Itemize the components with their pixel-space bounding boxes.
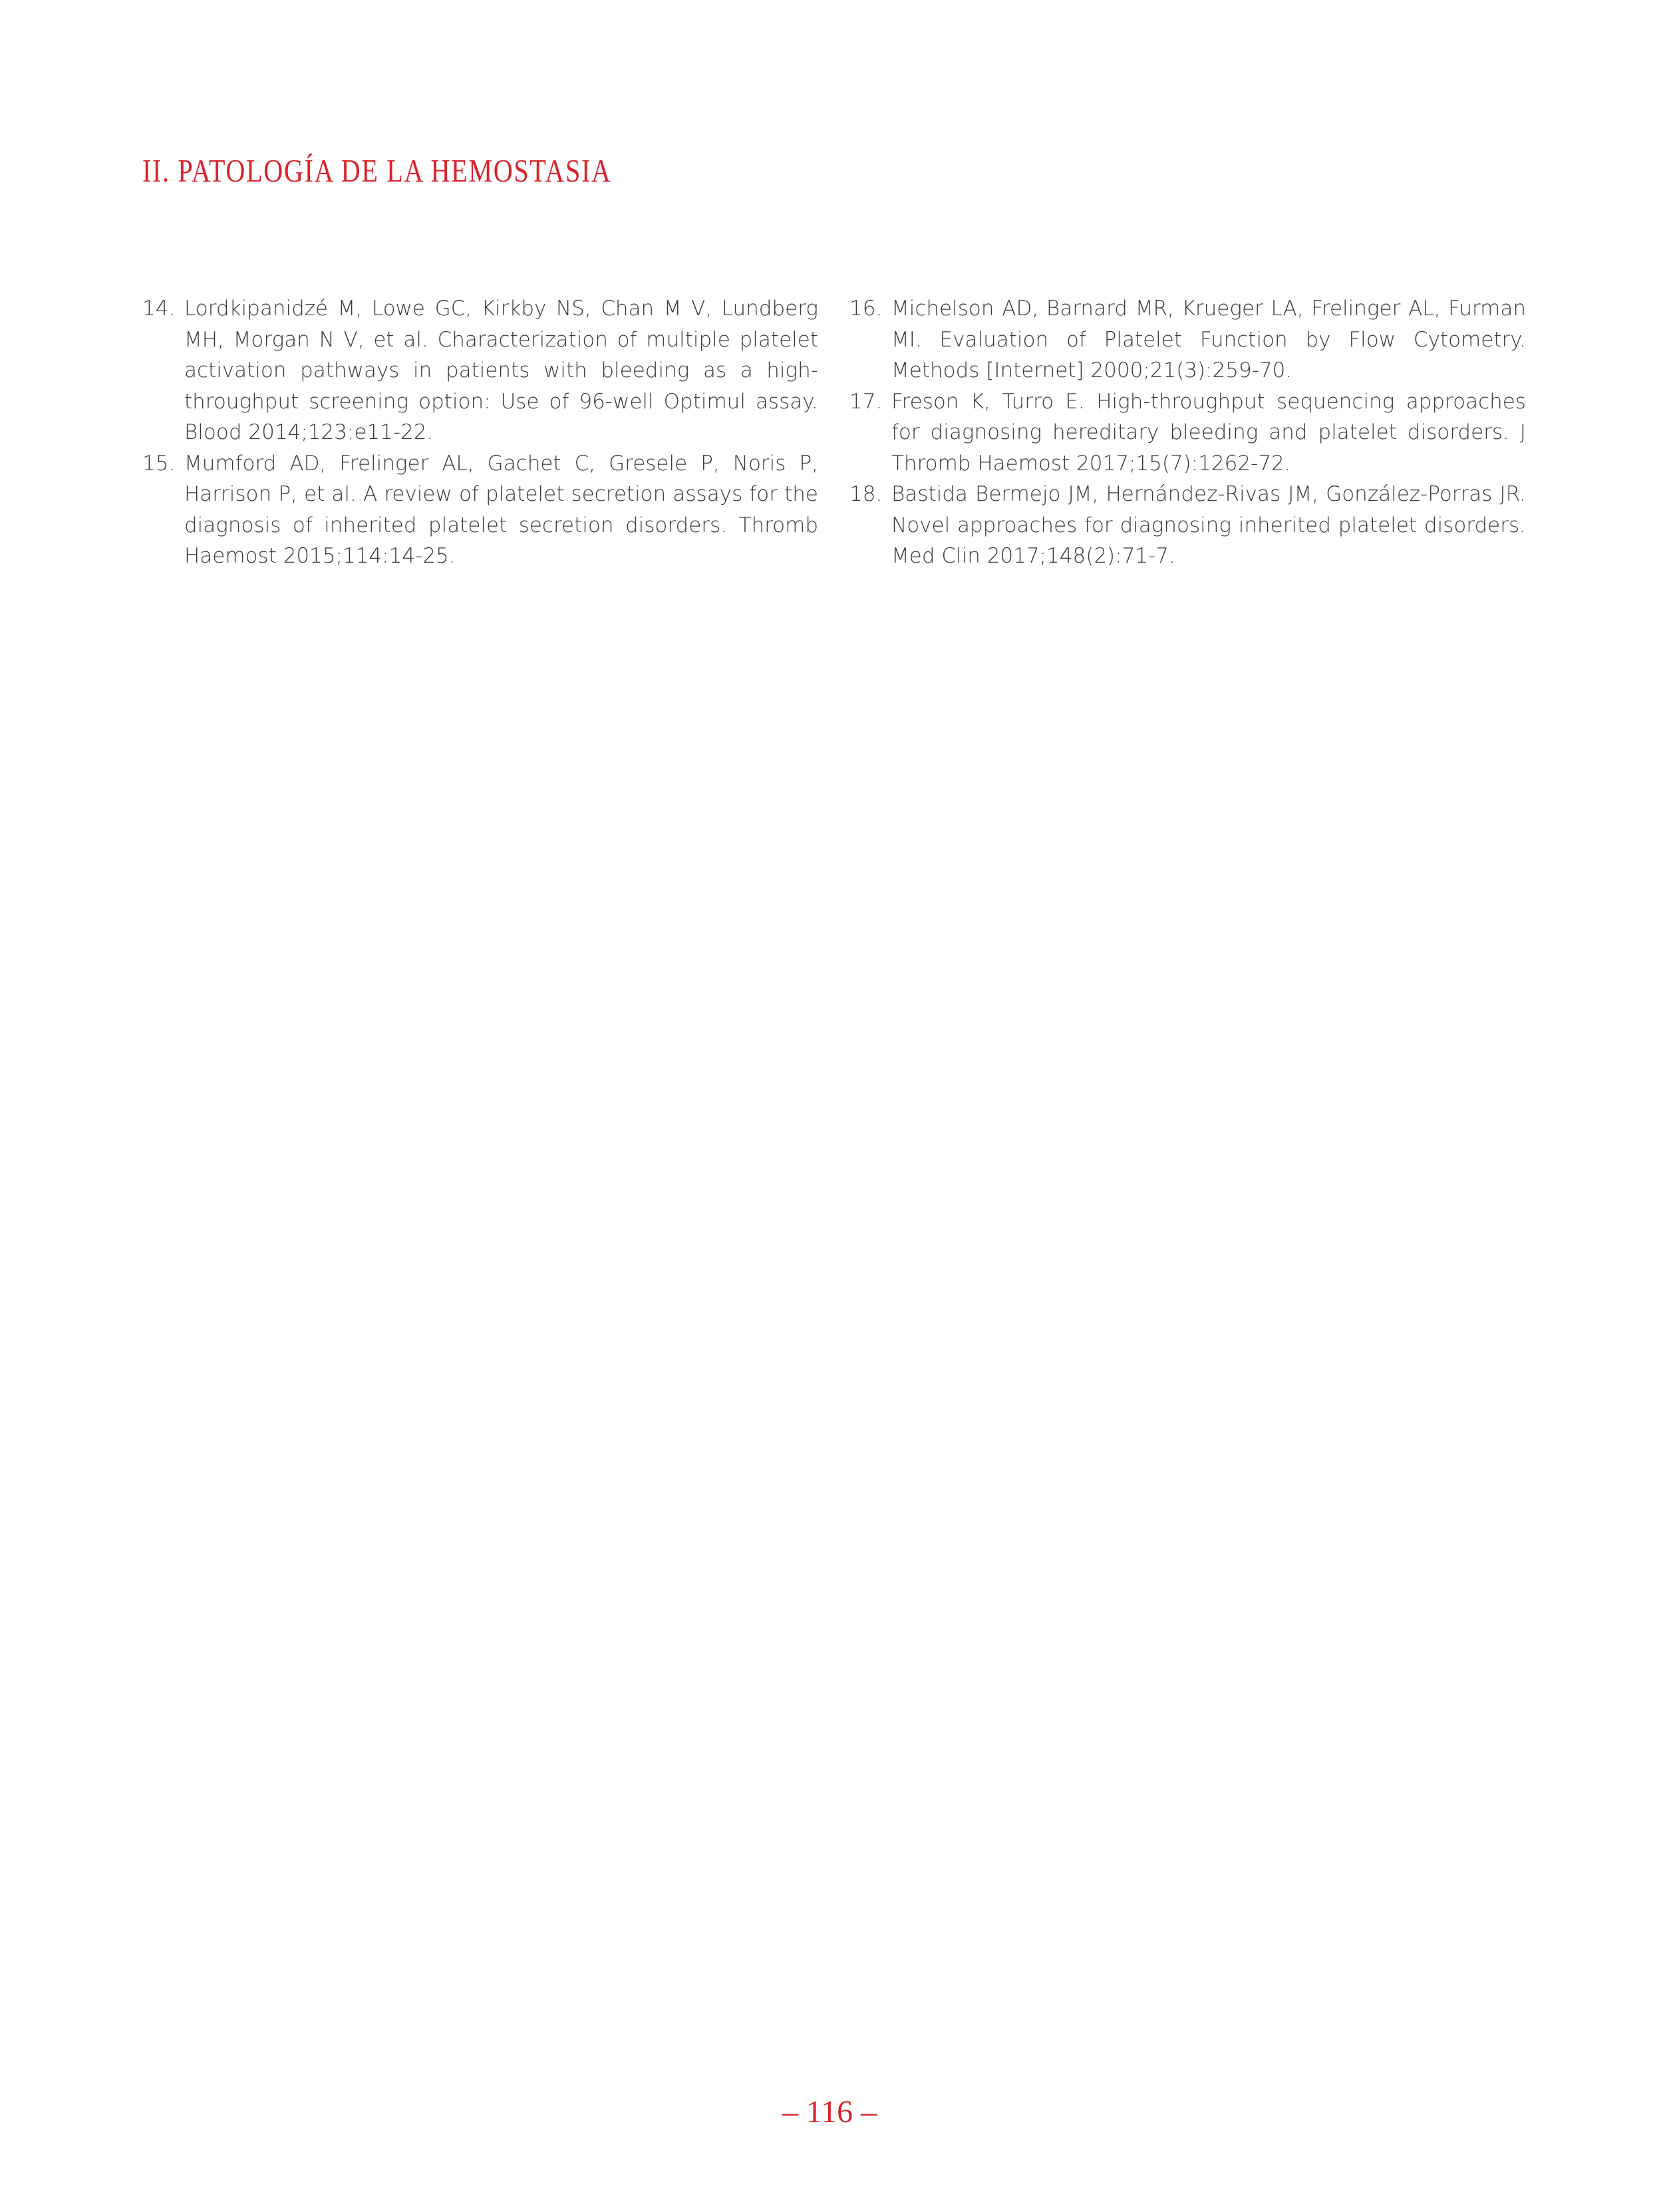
section-title: II. PATOLOGÍA DE LA HEMOSTASIA — [142, 152, 612, 189]
references-right-column — [849, 293, 1526, 572]
reference-text: Lordkipanidzé M, Lowe GC, Kirkby NS, Chan M V, Lundberg MH, Morgan N V, et al. Characterization of multiple platelet activation pathways in patients with bleeding as a high-throughput screening option: Use of 96-well Optimul assay. Blood 2014;123:e11-22. — [184, 297, 818, 444]
reference-item — [849, 293, 1526, 386]
reference-item — [849, 386, 1526, 480]
reference-number: 16. — [849, 297, 883, 321]
reference-number: 15. — [142, 451, 176, 476]
reference-number: 18. — [849, 482, 883, 506]
reference-text: Bastida Bermejo JM, Hernández-Rivas JM, González-Porras JR. Novel approaches for diagnosing inherited platelet disorders. Med Clin 2017;148(2):71-7. — [891, 482, 1526, 568]
reference-number: 14. — [142, 297, 176, 321]
references-left-column — [142, 293, 818, 572]
reference-item — [142, 293, 818, 448]
reference-text: Mumford AD, Frelinger AL, Gachet C, Gresele P, Noris P, Harrison P, et al. A review of platelet secretion assays for the diagnosis of inherited platelet secretion disorders. Thromb Haemost 2015;114:14-25. — [184, 451, 818, 568]
page-number: – 116 – — [782, 2094, 877, 2130]
reference-item — [849, 479, 1526, 572]
reference-item — [142, 448, 818, 572]
reference-text: Freson K, Turro E. High-throughput sequencing approaches for diagnosing hereditary bleeding and platelet disorders. J Thromb Haemost 2017;15(7):1262-72. — [891, 389, 1526, 476]
reference-text: Michelson AD, Barnard MR, Krueger LA, Frelinger AL, Furman MI. Evaluation of Platelet Function by Flow Cytometry. Methods [Internet] 2000;21(3):259-70. — [891, 297, 1526, 382]
reference-number: 17. — [849, 389, 883, 414]
